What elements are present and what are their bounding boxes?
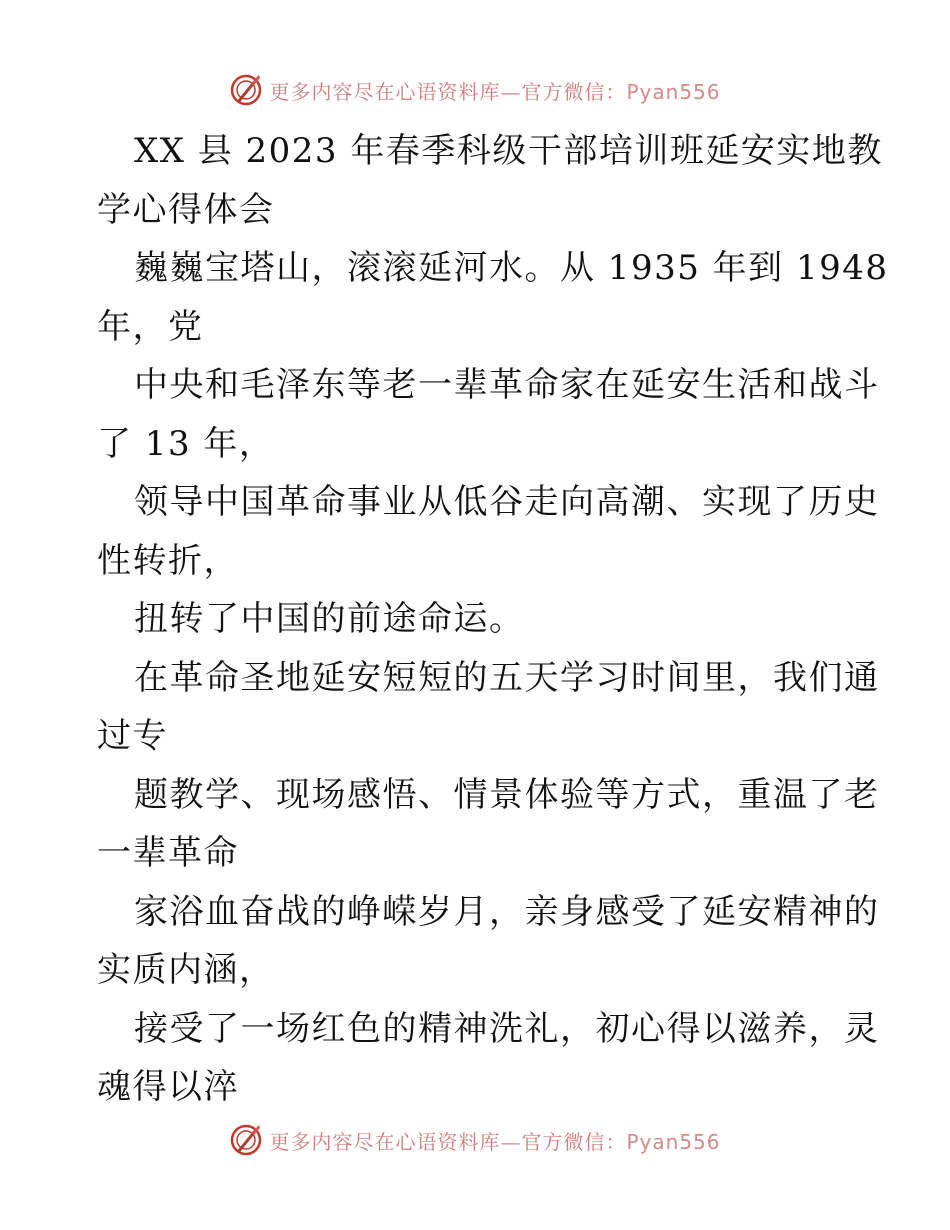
paragraph-line: 性转折， xyxy=(97,540,239,581)
footer-banner-wechat-id: Pyan556 xyxy=(626,1129,721,1154)
paragraph-line: 中央和毛泽东等老一辈革命家在延安生活和战斗 xyxy=(134,365,880,405)
quill-seal-logo-icon xyxy=(229,1123,263,1157)
paragraph-line: 题教学、现场感悟、情景体验等方式，重温了老 xyxy=(134,774,880,815)
paragraph-line: 巍巍宝塔山，滚滚延河水。从 1935 年到 1948 xyxy=(134,248,889,288)
document-title-line-2: 学心得体会 xyxy=(97,189,275,230)
header-banner-slogan: 更多内容尽在心语资料库 xyxy=(269,79,501,104)
footer-banner-separator: — xyxy=(500,1129,522,1154)
footer-banner xyxy=(0,1120,950,1160)
footer-banner-text xyxy=(269,1126,720,1155)
header-banner-wechat-id: Pyan556 xyxy=(626,79,721,104)
paragraph-line: 实质内涵， xyxy=(97,950,275,990)
paragraph-line: 年，党 xyxy=(97,306,204,347)
paragraph-line: 了 13 年， xyxy=(97,423,275,464)
paragraph-line: 接受了一场红色的精神洗礼，初心得以滋养，灵 xyxy=(134,1008,880,1049)
header-banner-separator: — xyxy=(500,79,522,104)
paragraph-line: 家浴血奋战的峥嵘岁月，亲身感受了延安精神的 xyxy=(134,891,880,932)
paragraph-line: 一辈革命 xyxy=(97,833,239,873)
document-body xyxy=(97,122,889,1117)
document-title-line-1: XX 县 2023 年春季科级干部培训班延安实地教 xyxy=(134,131,883,171)
footer-banner-wechat-label: 官方微信： xyxy=(521,1129,627,1154)
header-banner-text xyxy=(269,76,720,105)
header-banner xyxy=(0,70,950,110)
footer-banner-slogan: 更多内容尽在心语资料库 xyxy=(269,1129,501,1154)
paragraph-line: 在革命圣地延安短短的五天学习时间里，我们通 xyxy=(134,657,880,698)
paragraph-line: 领导中国革命事业从低谷走向高潮、实现了历史 xyxy=(134,482,880,522)
paragraph-line: 扭转了中国的前途命运。 xyxy=(134,599,525,639)
quill-seal-logo-icon xyxy=(229,73,263,107)
paragraph-line: 过专 xyxy=(97,716,168,756)
header-banner-wechat-label: 官方微信： xyxy=(521,79,627,104)
paragraph-line: 魂得以淬 xyxy=(97,1067,239,1107)
